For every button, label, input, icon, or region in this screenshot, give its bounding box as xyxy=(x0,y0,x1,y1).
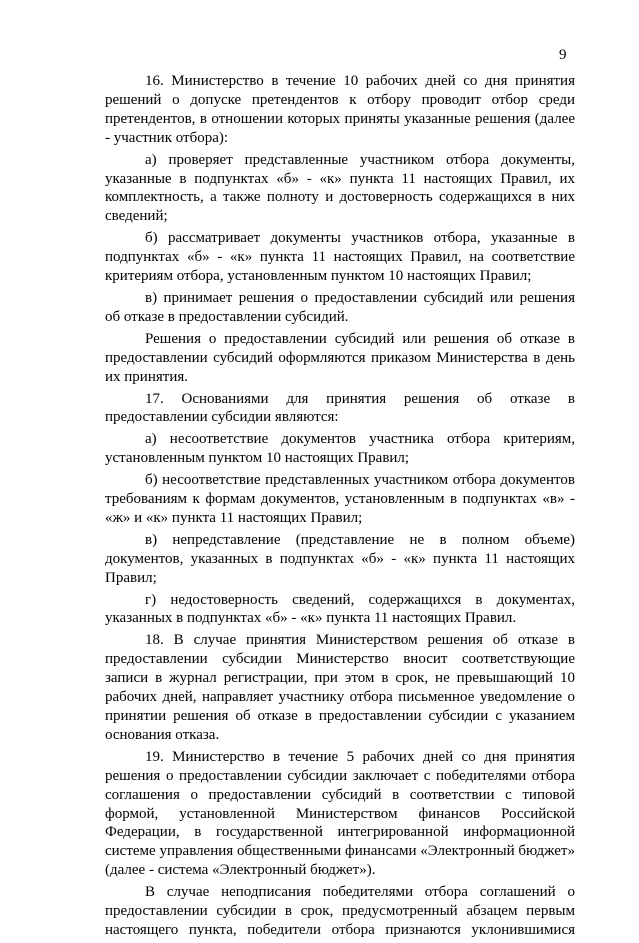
paragraph-16-b: б) рассматривает документы участников отбора, указанные в подпунктах «б» - «к» пункта 11 настоящих Правил, на соответствие критериям отбора, установленным пунктом 10 настоящих Правил; xyxy=(105,230,575,285)
paragraph-16-v: в) принимает решения о предоставлении субсидий или решения об отказе в предоставлении субсидий. xyxy=(105,289,575,325)
paragraph-17-a: а) несоответствие документов участника отбора критериям, установленным пунктом 10 настоящих Правил; xyxy=(105,431,575,467)
paragraph-17-b: б) несоответствие представленных участником отбора документов требованиям к формам документов, установленным в подпунктах «в» - «ж» и «к» пункта 11 настоящих Правил; xyxy=(105,472,575,526)
paragraph-17-g: г) недостоверность сведений, содержащихся в документах, указанных в подпунктах «б» - «к» пункта 11 настоящих Правил. xyxy=(105,591,575,627)
paragraph-18: 18. В случае принятия Министерством решения об отказе в предоставлении субсидии Министерство вносит соответствующие записи в журнал регистрации, при этом в срок, не превышающий 10 рабочих дней, направляет участнику отбора письменное уведомление о принятии решения об отказе в предоставлении субсидии с указанием основания отказа. xyxy=(105,632,575,743)
paragraph-17: 17. Основаниями для принятия решения об отказе в предоставлении субсидии являются: xyxy=(105,390,575,426)
paragraph-19-refusal: В случае неподписания победителями отбора соглашений о предоставлении субсидии в срок, предусмотренный абзацем первым настоящего пункта, победители отбора признаются уклонившимися xyxy=(105,884,575,938)
paragraph-decisions: Решения о предоставлении субсидий или решения об отказе в предоставлении субсидий оформляются приказом Министерства в день их принятия. xyxy=(105,330,575,385)
document-body xyxy=(105,72,575,943)
page-number: 9 xyxy=(559,47,567,63)
paragraph-16-a: а) проверяет представленные участником отбора документы, указанные в подпунктах «б» - «к» пункта 11 настоящих Правил, их комплектность, а также полноту и достоверность содержащихся в них сведений; xyxy=(105,151,575,225)
paragraph-16: 16. Министерство в течение 10 рабочих дней со дня принятия решений о допуске претендентов к отбору проводит отбор среди претендентов, в отношении которых приняты указанные решения (далее - участник отбора): xyxy=(105,73,575,146)
paragraph-17-v: в) непредставление (представление не в полном объеме) документов, указанных в подпунктах «б» - «к» пункта 11 настоящих Правил; xyxy=(105,531,575,586)
paragraph-19: 19. Министерство в течение 5 рабочих дней со дня принятия решения о предоставлении субсидии заключает с победителями отбора соглашения о предоставлении субсидий в соответствии с типовой формой, установленной Министерством финансов Российской Федерации, в государственной интегрированной информационной системе управления общественными финансами «Электронный бюджет» (далее - система «Электронный бюджет»). xyxy=(105,748,575,879)
